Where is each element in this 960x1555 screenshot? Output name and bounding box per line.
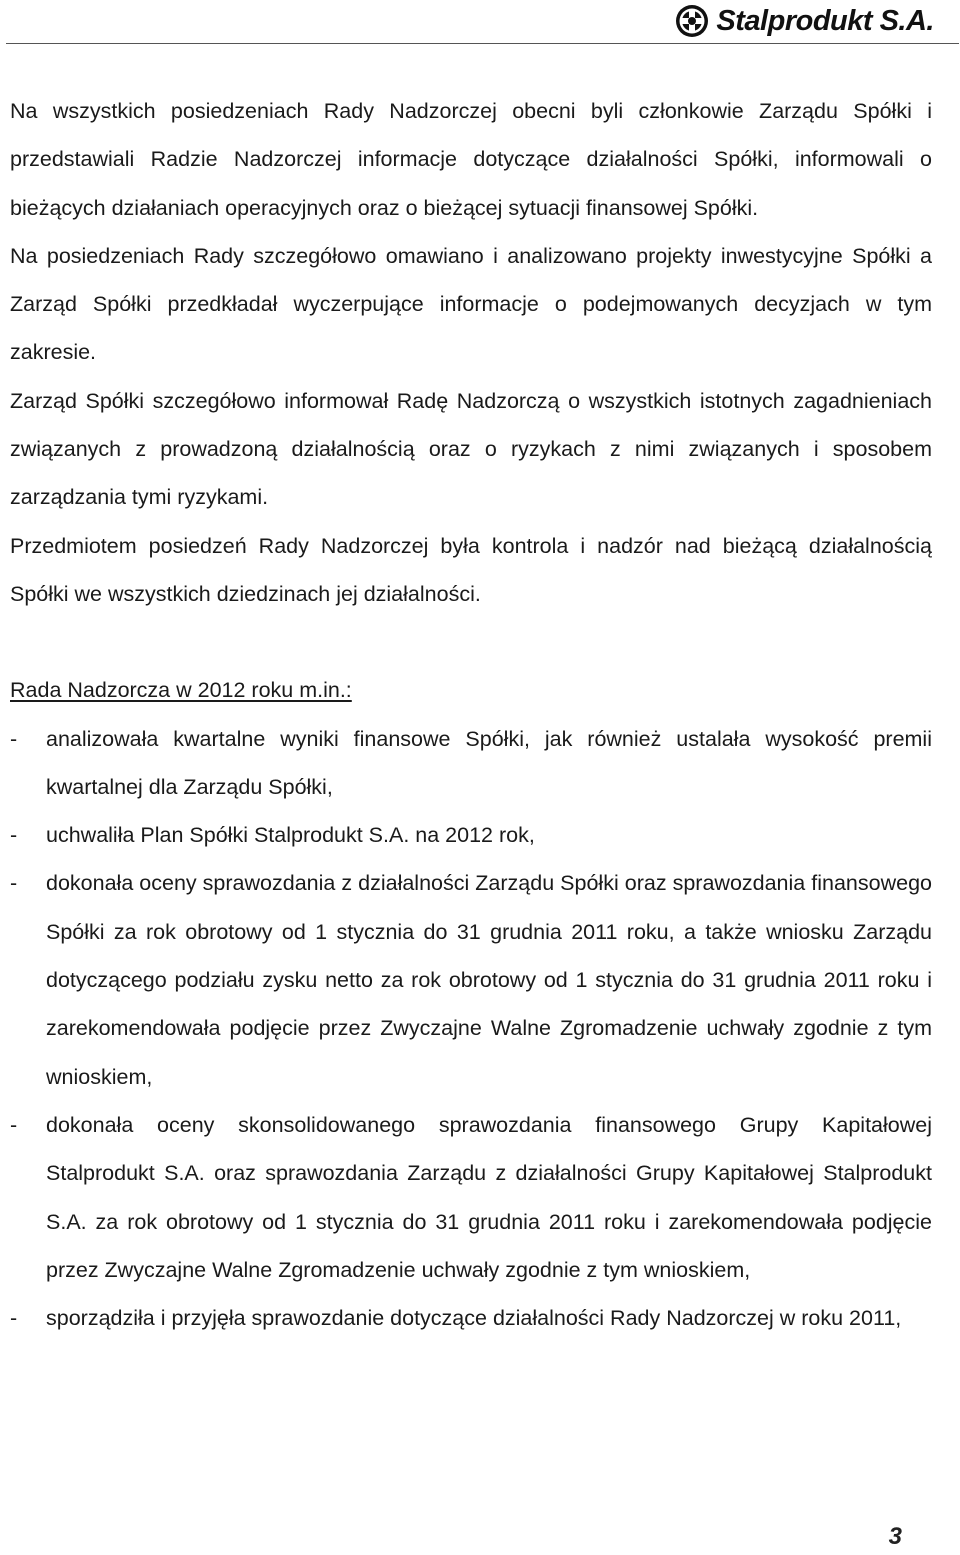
section-heading: Rada Nadzorcza w 2012 roku m.in.: — [10, 678, 352, 703]
list-item — [10, 715, 932, 812]
list-item-text: uchwaliła Plan Spółki Stalprodukt S.A. na 2012 rok, — [46, 823, 535, 848]
list-item — [10, 1294, 932, 1342]
list-bullet: - — [10, 726, 18, 751]
paragraph-supervision-subject: Przedmiotem posiedzeń Rady Nadzorczej była kontrola i nadzór nad bieżącą działalnością Spółki we wszystkich dziedzinach jej działalności. — [10, 533, 932, 606]
paragraph-investment-projects: Na posiedzeniach Rady szczegółowo omawiano i analizowano projekty inwestycyjne Spółki a Zarząd Spółki przedkładał wyczerpujące informacje o podejmowanych decyzjach w tym zakresie. — [10, 243, 932, 365]
list-bullet: - — [10, 1306, 18, 1331]
list-item-text: analizowała kwartalne wyniki finansowe Spółki, jak również ustalała wysokość premii kwartalnej dla Zarządu Spółki, — [46, 726, 932, 799]
list-item-text: dokonała oceny sprawozdania z działalności Zarządu Spółki oraz sprawozdania finansowego Spółki za rok obrotowy od 1 stycznia do 31 grudnia 2011 roku, a także wniosku Zarządu dotyczącego podziału zysku netto za rok obrotowy od 1 stycznia do 31 grudnia 2011 roku i zarekomendowała podjęcie przez Zwyczajne Walne Zgromadzenie uchwały zgodnie z tym wnioskiem, — [46, 871, 932, 1089]
list-item-text: dokonała oceny skonsolidowanego sprawozdania finansowego Grupy Kapitałowej Stalprodukt S.A. oraz sprawozdania Zarządu z działalności Grupy Kapitałowej Stalprodukt S.A. za rok obrotowy od 1 stycznia do 31 grudnia 2011 roku i zarekomendowała podjęcie przez Zwyczajne Walne Zgromadzenie uchwały zgodnie z tym wnioskiem, — [46, 1112, 932, 1282]
header-divider — [6, 43, 959, 44]
document-body — [10, 87, 932, 1342]
list-bullet: - — [10, 871, 18, 896]
company-logo — [674, 2, 934, 40]
list-item — [10, 1101, 932, 1294]
list-item — [10, 859, 932, 1100]
page-header — [0, 0, 960, 46]
list-item-text: sporządziła i przyjęła sprawozdanie dotyczące działalności Rady Nadzorczej w roku 2011, — [46, 1306, 902, 1331]
list-item — [10, 811, 932, 859]
activities-list — [10, 715, 932, 1343]
paragraph-board-meetings: Na wszystkich posiedzeniach Rady Nadzorczej obecni byli członkowie Zarządu Spółki i przedstawiali Radzie Nadzorczej informacje dotyczące działalności Spółki, informowali o bieżących działaniach operacyjnych oraz o bieżącej sytuacji finansowej Spółki. — [10, 99, 932, 220]
list-bullet: - — [10, 823, 18, 848]
page-number: 3 — [888, 1523, 902, 1550]
logo-text: Stalprodukt S.A. — [716, 4, 934, 37]
list-bullet: - — [10, 1112, 18, 1137]
paragraph-risk-management: Zarząd Spółki szczegółowo informował Radę Nadzorczą o wszystkich istotnych zagadnieniach związanych z prowadzoną działalnością oraz o ryzykach z nimi związanych i sposobem zarządzania tymi ryzykami. — [10, 388, 932, 510]
spacer — [10, 618, 932, 666]
stalprodukt-emblem-icon — [674, 3, 710, 39]
